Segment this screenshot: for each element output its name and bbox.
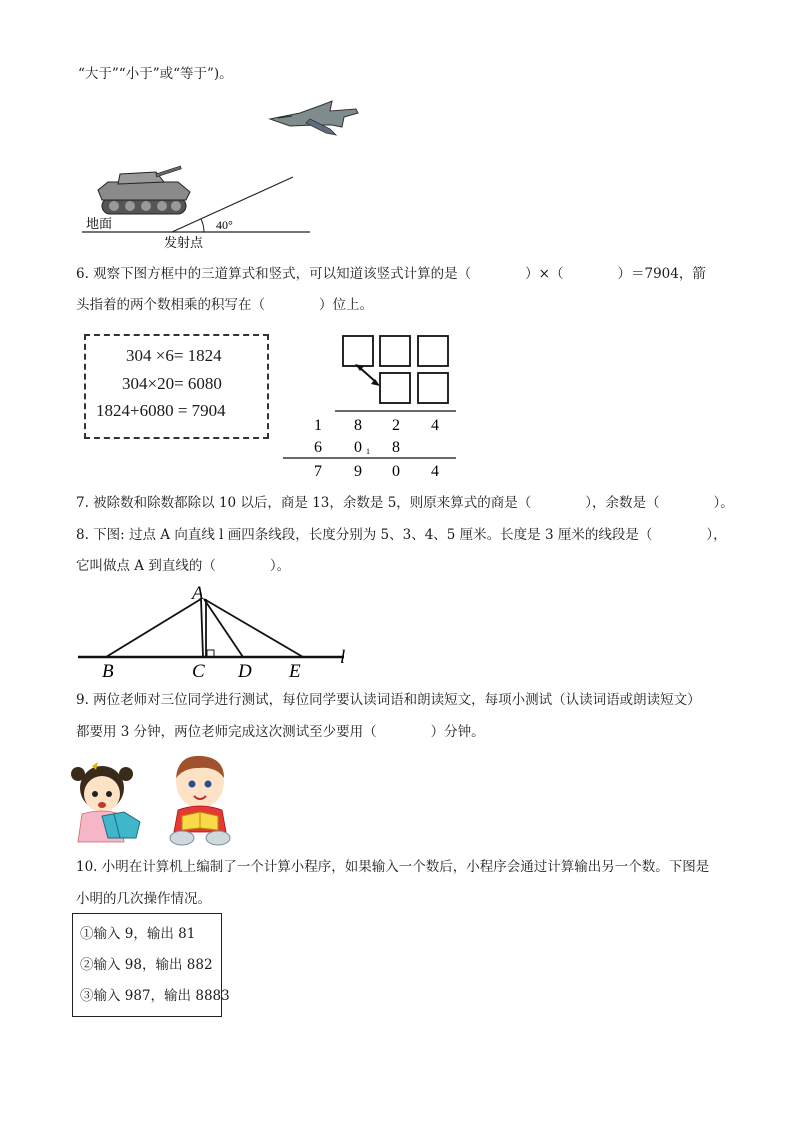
q5-figure	[80, 95, 380, 250]
q5-answer-options: “大于”“小于”或“等于”)。	[78, 66, 233, 82]
q6-line2: 头指着的两个数相乘的积写在（ ）位上。	[76, 297, 373, 313]
r1-d4: 4	[431, 417, 439, 434]
q8-line2: 它叫做点 A 到直线的（ ）。	[76, 558, 291, 574]
q6-equation-box	[84, 334, 269, 439]
double-arrow-icon	[355, 364, 380, 386]
io-row-1: ①输入 9，输出 81	[80, 926, 196, 942]
r3-d2: 9	[354, 463, 362, 480]
label-b: B	[102, 661, 114, 680]
equation-1: 304 ×6= 1824	[126, 346, 222, 365]
q10-io-box	[72, 913, 230, 1017]
q9-line1: 9. 两位老师对三位同学进行测试，每位同学要认读词语和朗读短文，每项小测试（认读词语或朗读短文）	[76, 692, 701, 708]
label-l: l	[340, 647, 346, 668]
boy-reading-icon	[170, 756, 230, 845]
r3-d1: 7	[314, 463, 322, 480]
r1-d2: 8	[354, 417, 362, 434]
io-row-3: ③输入 987，输出 8883	[80, 988, 230, 1004]
q10-line2: 小明的几次操作情况。	[76, 891, 211, 907]
q7-line1: 7. 被除数和除数都除以 10 以后，商是 13，余数是 5，则原来算式的商是（ ），余数是（ ）。	[76, 495, 734, 511]
q9-students-figure	[68, 752, 238, 848]
ground-label: 地面	[86, 216, 113, 231]
r2-carry: 1	[366, 447, 370, 456]
r1-d1: 1	[314, 417, 322, 434]
r2-d2: 0	[354, 439, 362, 456]
angle-label: 40°	[216, 218, 233, 232]
io-row-2: ②输入 98，输出 882	[80, 957, 213, 973]
q9-line2: 都要用 3 分钟，两位老师完成这次测试至少要用（ ）分钟。	[76, 724, 485, 740]
q6-line1: 6. 观察下图方框中的三道算式和竖式，可以知道该竖式计算的是（ ）×（ ）＝7904，箭	[76, 266, 706, 282]
q8-line1: 8. 下图: 过点 A 向直线 l 画四条线段，长度分别为 5、3、4、5 厘米。长度是 3 厘米的线段是（ ），	[76, 527, 727, 543]
r3-d4: 4	[431, 463, 439, 480]
label-e: E	[289, 661, 301, 680]
fighter-jet-icon	[270, 101, 358, 135]
q10-line1: 10. 小明在计算机上编制了一个计算小程序，如果输入一个数后，小程序会通过计算输出另一个数。下图是	[76, 859, 710, 875]
launch-point-label: 发射点	[164, 235, 204, 250]
girl-reading-icon	[71, 762, 140, 842]
label-d: D	[238, 661, 252, 680]
r2-d1: 6	[314, 439, 322, 456]
r1-d3: 2	[392, 417, 400, 434]
equation-2: 304×20= 6080	[122, 374, 222, 393]
equation-3: 1824+6080 = 7904	[96, 401, 226, 420]
r2-d3: 8	[392, 439, 400, 456]
q6-vertical-multiplication	[280, 333, 465, 481]
q8-figure	[74, 585, 364, 680]
r3-d3: 0	[392, 463, 400, 480]
label-a: A	[192, 585, 204, 604]
label-c: C	[192, 661, 205, 680]
tank-icon	[98, 166, 190, 214]
